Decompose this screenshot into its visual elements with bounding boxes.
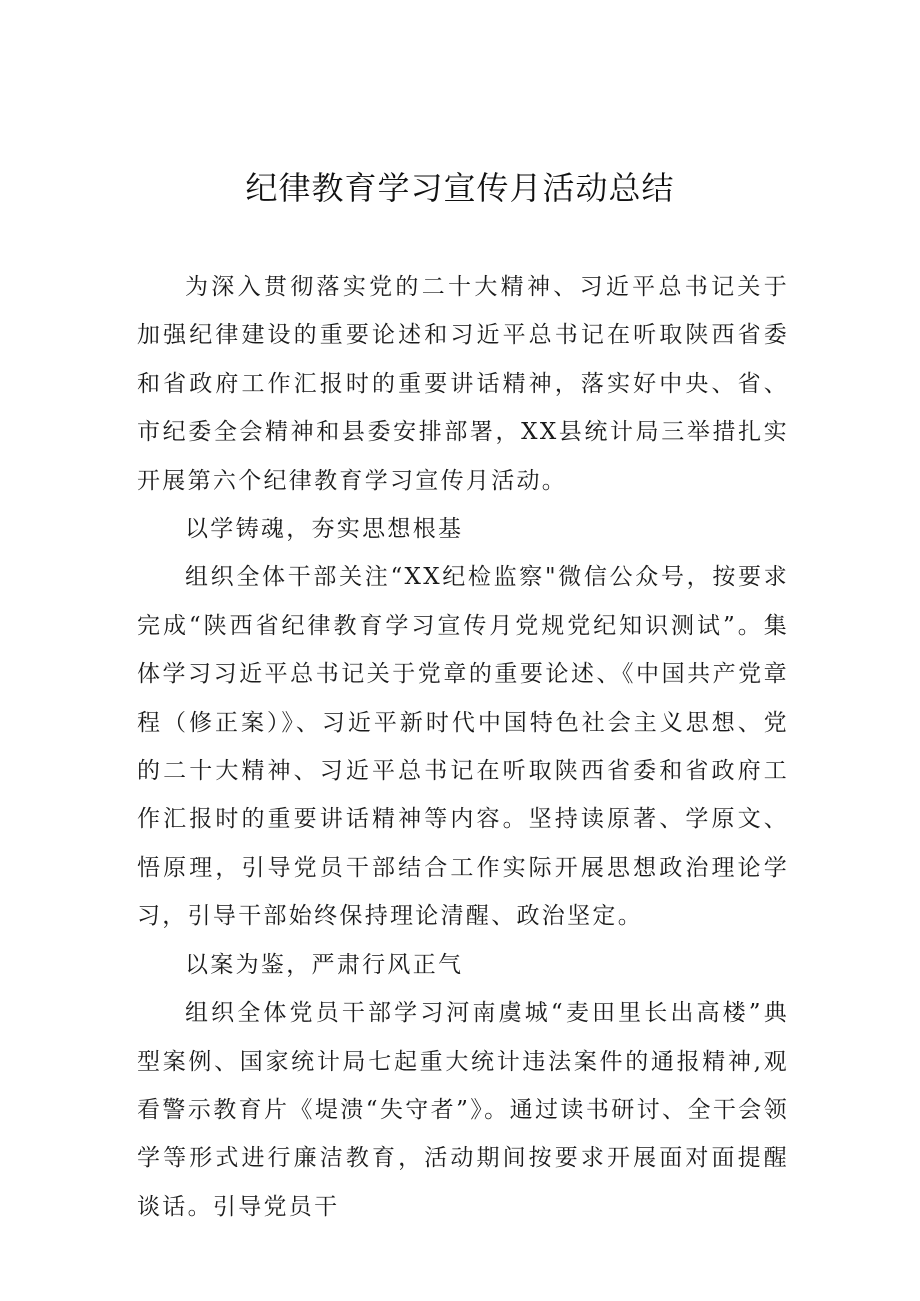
intro-paragraph: 为深入贯彻落实党的二十大精神、习近平总书记关于加强纪律建设的重要论述和习近平总书记在听取陕西省委和省政府工作汇报时的重要讲话精神，落实好中央、省、市纪委全会精神和县委安排部署，XX县统计局三举措扎实开展第六个纪律教育学习宣传月活动。	[137, 274, 789, 494]
study-paragraph: 组织全体干部关注“XX纪检监察"微信公众号，按要求完成“陕西省纪律教育学习宣传月党规党纪知识测试”。集体学习习近平总书记关于党章的重要论述、《中国共产党章程（修正案）》、习近平新时代中国特色社会主义思想、党的二十大精神、习近平总书记在听取陕西省委和省政府工作汇报时的重要讲话精神等内容。坚持读原著、学原文、悟原理，引导党员干部结合工作实际开展思想政治理论学习，引导干部始终保持理论清醒、政治坚定。	[137, 564, 789, 930]
cases-paragraph: 组织全体党员干部学习河南虞城“麦田里长出高楼”典型案例、国家统计局七起重大统计违法案件的通报精神,观看警示教育片《堤溃“失守者”》。通过读书研讨、全干会领学等形式进行廉洁教育，活动期间按要求开展面对面提醒谈话。引导党员干	[137, 1000, 789, 1220]
section-heading-study: 以学铸魂，夯实思想根基	[185, 516, 464, 543]
document-body	[137, 263, 789, 1231]
document-title: 纪律教育学习宣传月活动总结	[245, 169, 675, 207]
section-heading-cases: 以案为鉴，严肃行风正气	[185, 951, 464, 978]
